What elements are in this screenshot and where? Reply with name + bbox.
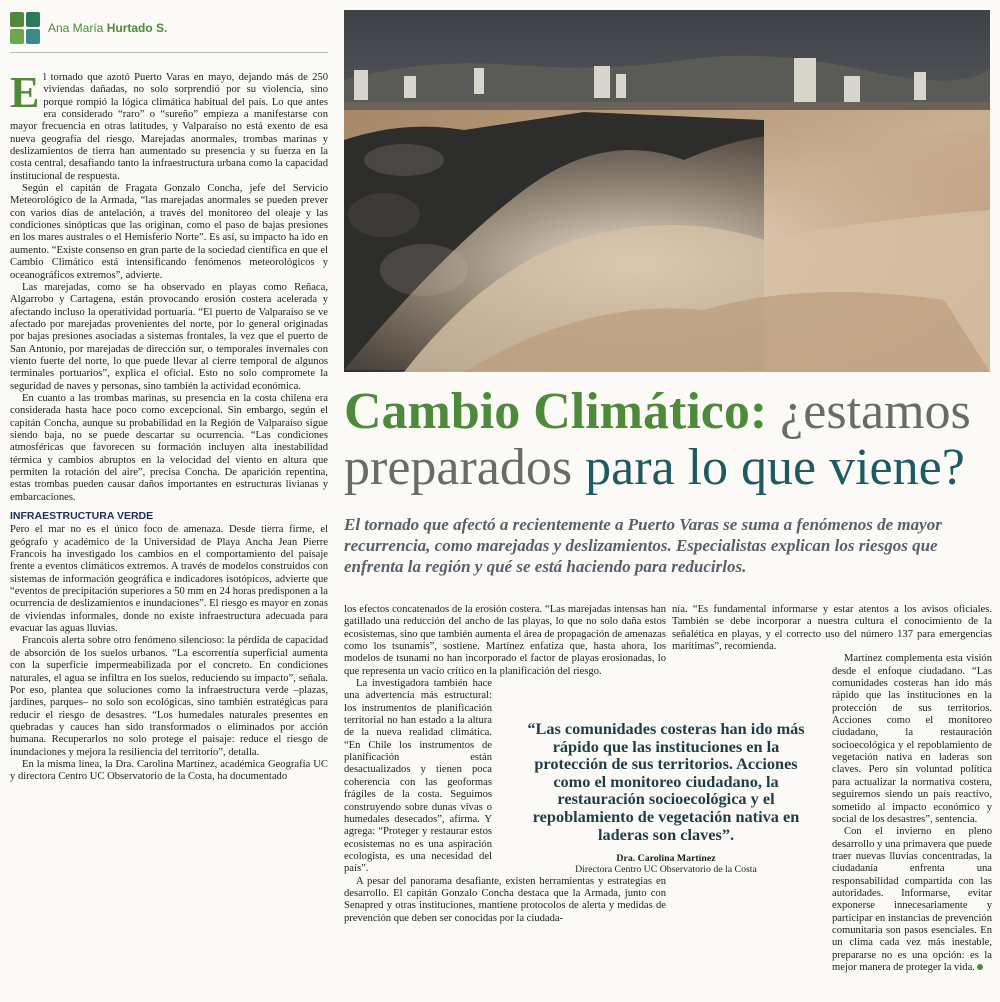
author-name: Ana María Hurtado S.	[48, 21, 168, 35]
article-paragraph: Pero el mar no es el único foco de amenaza. Desde tierra firme, el geógrafo y académico de la Universidad de Playa Ancha Jean Pierre Francois ha investigado los cambios en el comportamiento del paisaje frente a eventos climáticos extremos. A través de modelos construidos con sistemas de información geográfica e indicadores isotópicos, advierte que “eventos de precipitación superiores a 50 mm en 24 horas predisponen a la ocurrencia de deslizamientos e inundaciones”. El riesgo es mayor en zonas de viviendas informales, donde no existe infraestructura adecuada para evacuar las aguas lluvias.	[10, 524, 328, 635]
storm-surge-photo	[344, 10, 990, 372]
article-paragraph: nía. “Es fundamental informarse y estar atentos a los avisos oficiales. También se debe incorporar a nuestra cultura el conocimiento de la señalética en playas, y el correcto uso del número 137 para emergencias marítimas”, recomienda.	[672, 604, 992, 653]
article-paragraph: Con el invierno en pleno desarrollo y una primavera que puede traer nuevas lluvias concentradas, la ciudadanía enfrenta una responsabilidad compartida con las autoridades. Informarse, evitar exponerse innecesariamente y participar en instancias de prevención comunitaria son pasos esenciales. En un clima cada vez más inestable, prepararse no es una opción: es la mejor manera de proteger la vida.	[832, 826, 993, 973]
article-paragraph: Las marejadas, como se ha observado en playas como Reñaca, Algarrobo y Cartagena, están provocando erosión costera acelerada y afectando incluso la operatividad portuaria. “El puerto de Valparaíso se ve afectado por marejadas provenientes del norte, por lo general originadas por bajas presiones asociadas a sistemas frontales, la vez que el puerto de San Antonio, por marejadas de dirección sur, o temporales invernales con viento fuerte del norte, lo que puede llevar al cierre temporal de algunos terminales portuarios”, explica el oficial. Esto no solo compromete la seguridad de naves y personas, sino también la actividad económica.	[10, 281, 328, 392]
pull-quote-role: Directora Centro UC Observatorio de la Costa	[575, 864, 757, 876]
publication-logo-icon	[10, 12, 40, 44]
article-paragraph: Martínez complementa esta visión desde el enfoque ciudadano. “Las comunidades costeras han ido más rápido que las instituciones en la protección de sus territorios. Acciones como el monitoreo ciudadano, la restauración socioecológica y el repoblamiento de vegetación nativa en laderas son claves. Pero sin voluntad política para actualizar la normativa costera, seguiremos siendo un país reactivo, sometido al impacto económico y social de los desastres”, sentencia.	[832, 653, 992, 825]
article-paragraph: A pesar del panorama desafiante, existen herramientas y estrategias en desarrollo. El capitán Gonzalo Concha destaca que la Armada, junto con Senapred y otras instituciones, mantiene protocolos de alerta y medidas de prevención que deben ser conocidas por la ciudada-	[344, 875, 666, 924]
lead-paragraph: El tornado que afectó a recientemente a Puerto Varas se suma a fenómenos de mayor recurrencia, como marejadas y deslizamientos. Especialistas explican los riesgos que enfrenta la región y qué se está haciendo para reducirlos.	[344, 515, 942, 576]
pull-quote-text: “Las comunidades costeras han ido más rápido que las instituciones en la protección de sus territorios. Acciones como el monitoreo ciudadano, la restauración socioecológica y el repoblamiento de vegetación nativa en laderas son claves”.	[527, 719, 805, 844]
headline: Cambio Climático: ¿estamos preparados para lo que viene?	[344, 383, 971, 496]
article-paragraph: los efectos concatenados de la erosión costera. “Las marejadas intensas han gatillado una reducción del ancho de las playas, lo que no solo daña estos ecosistemas, sino que también aumenta el área de propagación de amenazas como los tsunamis”, sostiene. Martínez enfatiza que, hasta ahora, los modelos de tsunami no han incorporado el factor de playas erosionadas, lo que representa un vacío crítico en la planificación del riesgo.	[344, 604, 666, 677]
article-paragraph: Francois alerta sobre otro fenómeno silencioso: la pérdida de capacidad de absorción de los suelos urbanos. “La escorrentía superficial aumenta con la superficie impermeabilizada por el concreto. En condiciones naturales, el agua se infiltra en los suelos, reduciendo su impacto”, señala. Por eso, plantea que soluciones como la infraestructura verde –plazas, jardines, parques– no solo son ecológicas, sino también estratégicas para reducir el riesgo de desastres. “Los humedales naturales presentes en quebradas y cauces han sido transformados o eliminados por acción humana. Recuperarlos no solo protege el paisaje: reduce el riesgo de inundaciones y mejora la resiliencia del territorio”, detalla.	[10, 635, 328, 758]
end-of-article-icon	[977, 964, 983, 970]
article-paragraph: En la misma línea, la Dra. Carolina Martínez, académica Geografía UC y directora Centro UC Observatorio de la Costa, ha documentado	[10, 758, 328, 783]
article-paragraph: En cuanto a las trombas marinas, su presencia en la costa chilena era considerada hasta hace poco como excepcional. Sin embargo, según el capitán Concha, aunque su probabilidad en la Región de Valparaíso sigue siendo baja, no se puede descartar su ocurrencia. “Las condiciones atmosféricas que favorecen su formación incluyen alta inestabilidad térmica y cambios abruptos en la velocidad del viento en altura que permiten la rotación del aire”, precisa Concha. De aparición repentina, estas trombas pueden causar daños importantes en estructuras livianas y embarcaciones.	[10, 392, 328, 503]
article-paragraph: Según el capitán de Fragata Gonzalo Concha, jefe del Servicio Meteorológico de la Armada, “las marejadas anormales se pueden prever con varios días de antelación, a través del monitoreo del oleaje y las condiciones sinópticas que las originan, como el paso de bajas presiones en los mares australes o el Hemisferio Norte”. Es así, su impacto ha ido en aumento. “Existe consenso en gran parte de la sociedad científica en que el Cambio Climático está intensificando fenómenos meteorológicos y oceanográficos extremos”, advierte.	[10, 183, 328, 281]
pull-quote	[516, 720, 816, 875]
article-paragraph: La investigadora también hace una advertencia más estructural: los instrumentos de planificación territorial no han estado a la altura de la nueva realidad climática. “En Chile los instrumentos de planificación están desactualizados y tienen poca coherencia con las geoformas frágiles de la costa. Seguimos construyendo sobre dunas vivas o humedales desecados”, afirma. Y agrega: “Proteger y restaurar estos ecosistemas no es una aspiración ecologista, es una necesidad del país”.	[344, 678, 492, 875]
article-column-1	[10, 68, 328, 784]
byline	[10, 8, 330, 48]
drop-cap: E	[10, 68, 40, 117]
section-subhead: INFRAESTRUCTURA VERDE	[10, 510, 154, 523]
pull-quote-author: Dra. Carolina Martínez	[616, 853, 716, 865]
article-paragraph: El tornado que azotó Puerto Varas en mayo, dejando más de 250 viviendas dañadas, no solo sorprendió por su violencia, sino porque rompió la lógica climática habitual del país. Lo que antes era considerado “raro” o “sureño” empieza a manifestarse con mayor frecuencia en otras latitudes, y Valparaíso no está exento de esa nueva geografía del riesgo. Marejadas anormales, trombas marinas y deslizamientos de tierra han aumentado su presencia y su fuerza en la costa central, desafiando tanto la infraestructura urbana como la capacidad institucional de respuesta.	[10, 68, 328, 182]
byline-divider	[10, 52, 328, 53]
